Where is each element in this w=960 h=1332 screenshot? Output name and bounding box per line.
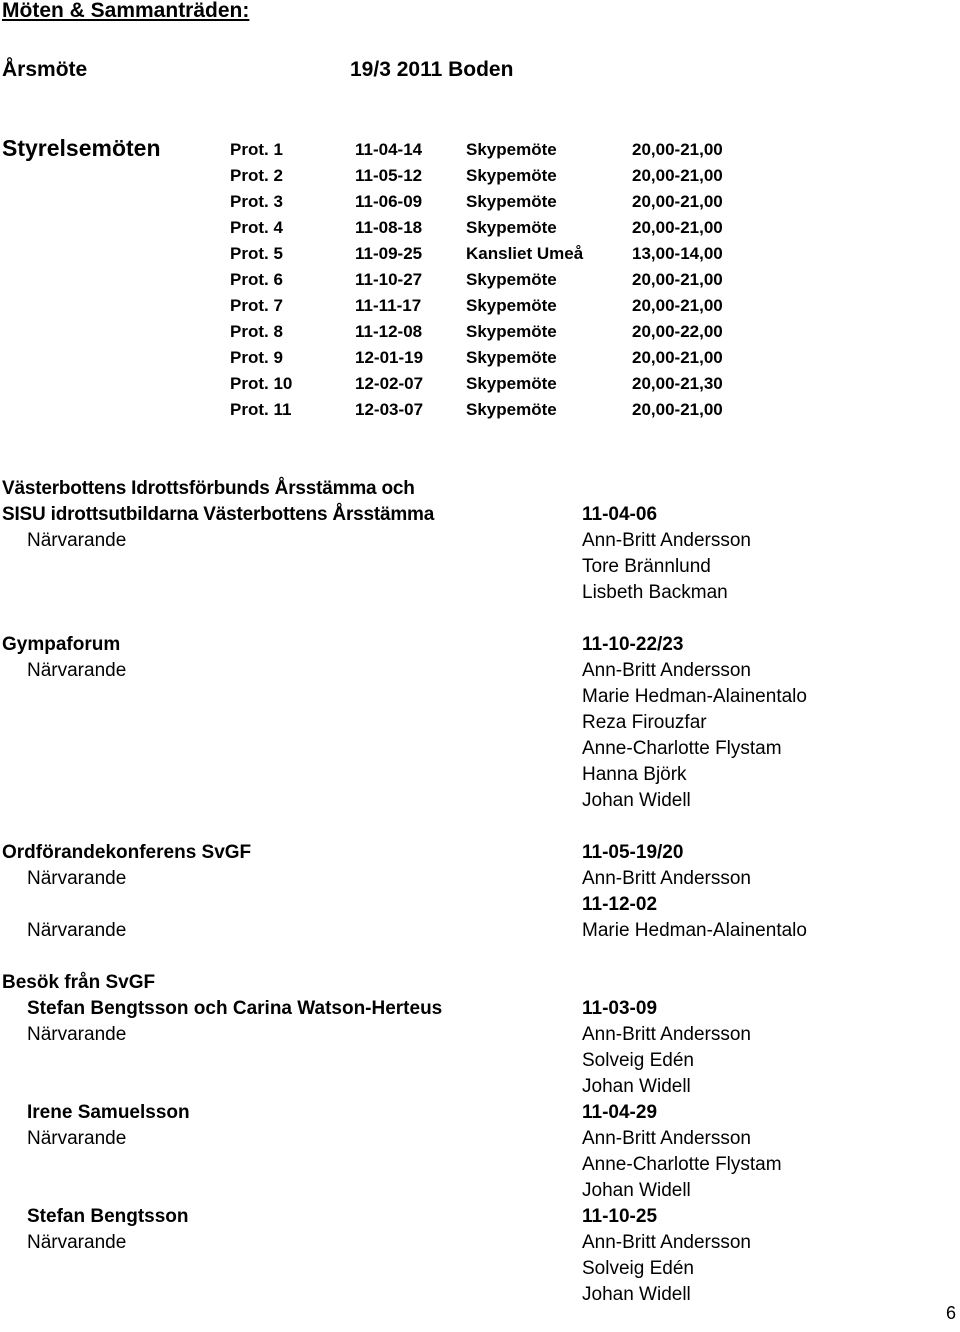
meeting-date: 11-11-17 <box>355 296 422 315</box>
meeting-type: Kansliet Umeå <box>466 244 584 263</box>
meeting-time: 13,00-14,00 <box>632 244 723 263</box>
attendee: Solveig Edén <box>582 1258 694 1279</box>
meeting-date: 12-02-07 <box>355 374 424 393</box>
present-label: Närvarande <box>27 1024 127 1045</box>
ordf-date2: 11-12-02 <box>582 894 658 915</box>
visit-date: 11-10-25 <box>582 1206 658 1227</box>
vif-date: 11-04-06 <box>582 504 658 525</box>
page-heading: Möten & Sammanträden: <box>2 0 250 22</box>
prot-number: Prot. 4 <box>230 218 283 237</box>
annual-meeting-label: Årsmöte <box>2 58 88 81</box>
attendee: Lisbeth Backman <box>582 582 728 603</box>
meeting-time: 20,00-21,00 <box>632 348 723 367</box>
present-label: Närvarande <box>27 530 127 551</box>
meeting-type: Skypemöte <box>466 348 557 367</box>
meeting-type: Skypemöte <box>466 192 557 211</box>
present-label: Närvarande <box>27 1128 127 1149</box>
ordf-title: Ordförandekonferens SvGF <box>2 842 252 863</box>
meeting-time: 20,00-21,00 <box>632 140 723 159</box>
meeting-date: 11-05-12 <box>355 166 423 185</box>
attendee: Johan Widell <box>582 790 691 811</box>
present-label: Närvarande <box>27 920 127 941</box>
prot-number: Prot. 1 <box>230 140 283 159</box>
attendee: Hanna Björk <box>582 764 687 785</box>
prot-number: Prot. 2 <box>230 166 283 185</box>
visitor-names: Irene Samuelsson <box>27 1102 190 1123</box>
visitor-names: Stefan Bengtsson <box>27 1206 189 1227</box>
meeting-time: 20,00-21,30 <box>632 374 723 393</box>
board-meetings-label: Styrelsemöten <box>2 135 161 161</box>
present-label: Närvarande <box>27 868 127 889</box>
attendee: Anne-Charlotte Flystam <box>582 1154 782 1175</box>
meeting-time: 20,00-22,00 <box>632 322 723 341</box>
meeting-time: 20,00-21,00 <box>632 296 723 315</box>
attendee: Ann-Britt Andersson <box>582 1232 751 1253</box>
meeting-type: Skypemöte <box>466 322 557 341</box>
present-label: Närvarande <box>27 1232 127 1253</box>
page-number: 6 <box>946 1303 957 1323</box>
prot-number: Prot. 11 <box>230 400 292 419</box>
attendee: Reza Firouzfar <box>582 712 707 733</box>
attendee: Solveig Edén <box>582 1050 694 1071</box>
attendee: Ann-Britt Andersson <box>582 868 751 889</box>
meeting-type: Skypemöte <box>466 270 557 289</box>
meeting-date: 11-06-09 <box>355 192 423 211</box>
attendee: Marie Hedman-Alainentalo <box>582 686 807 707</box>
meeting-date: 12-03-07 <box>355 400 424 419</box>
meeting-type: Skypemöte <box>466 166 557 185</box>
vif-title-line2: SISU idrottsutbildarna Västerbottens Årsstämma <box>2 504 435 525</box>
annual-meeting-date: 19/3 2011 Boden <box>350 58 514 81</box>
attendee: Tore Brännlund <box>582 556 711 577</box>
prot-number: Prot. 3 <box>230 192 283 211</box>
meeting-type: Skypemöte <box>466 400 557 419</box>
prot-number: Prot. 6 <box>230 270 283 289</box>
meeting-time: 20,00-21,00 <box>632 400 723 419</box>
attendee: Johan Widell <box>582 1180 691 1201</box>
meeting-time: 20,00-21,00 <box>632 192 723 211</box>
attendee: Ann-Britt Andersson <box>582 660 751 681</box>
meeting-time: 20,00-21,00 <box>632 166 723 185</box>
meeting-type: Skypemöte <box>466 140 557 159</box>
prot-number: Prot. 7 <box>230 296 283 315</box>
present-label: Närvarande <box>27 660 127 681</box>
attendee: Ann-Britt Andersson <box>582 1024 751 1045</box>
attendee: Ann-Britt Andersson <box>582 1128 751 1149</box>
attendee: Marie Hedman-Alainentalo <box>582 920 807 941</box>
meeting-type: Skypemöte <box>466 218 557 237</box>
meeting-date: 12-01-19 <box>355 348 424 367</box>
gympaforum-date: 11-10-22/23 <box>582 634 684 655</box>
prot-number: Prot. 9 <box>230 348 283 367</box>
attendee: Ann-Britt Andersson <box>582 530 751 551</box>
meeting-time: 20,00-21,00 <box>632 218 723 237</box>
vif-title-line1: Västerbottens Idrottsförbunds Årsstämma och <box>2 478 415 499</box>
prot-number: Prot. 8 <box>230 322 283 341</box>
meeting-date: 11-04-14 <box>355 140 423 159</box>
prot-number: Prot. 5 <box>230 244 283 263</box>
visit-date: 11-04-29 <box>582 1102 658 1123</box>
meeting-date: 11-10-27 <box>355 270 423 289</box>
meeting-type: Skypemöte <box>466 296 557 315</box>
meeting-date: 11-08-18 <box>355 218 423 237</box>
attendee: Anne-Charlotte Flystam <box>582 738 782 759</box>
meeting-time: 20,00-21,00 <box>632 270 723 289</box>
attendee: Johan Widell <box>582 1284 691 1305</box>
prot-number: Prot. 10 <box>230 374 293 393</box>
meeting-date: 11-09-25 <box>355 244 423 263</box>
meeting-type: Skypemöte <box>466 374 557 393</box>
visits-title: Besök från SvGF <box>2 972 156 993</box>
visit-date: 11-03-09 <box>582 998 658 1019</box>
visitor-names: Stefan Bengtsson och Carina Watson-Herteus <box>27 998 443 1019</box>
meeting-date: 11-12-08 <box>355 322 423 341</box>
gympaforum-title: Gympaforum <box>2 634 121 655</box>
attendee: Johan Widell <box>582 1076 691 1097</box>
ordf-date1: 11-05-19/20 <box>582 842 684 863</box>
